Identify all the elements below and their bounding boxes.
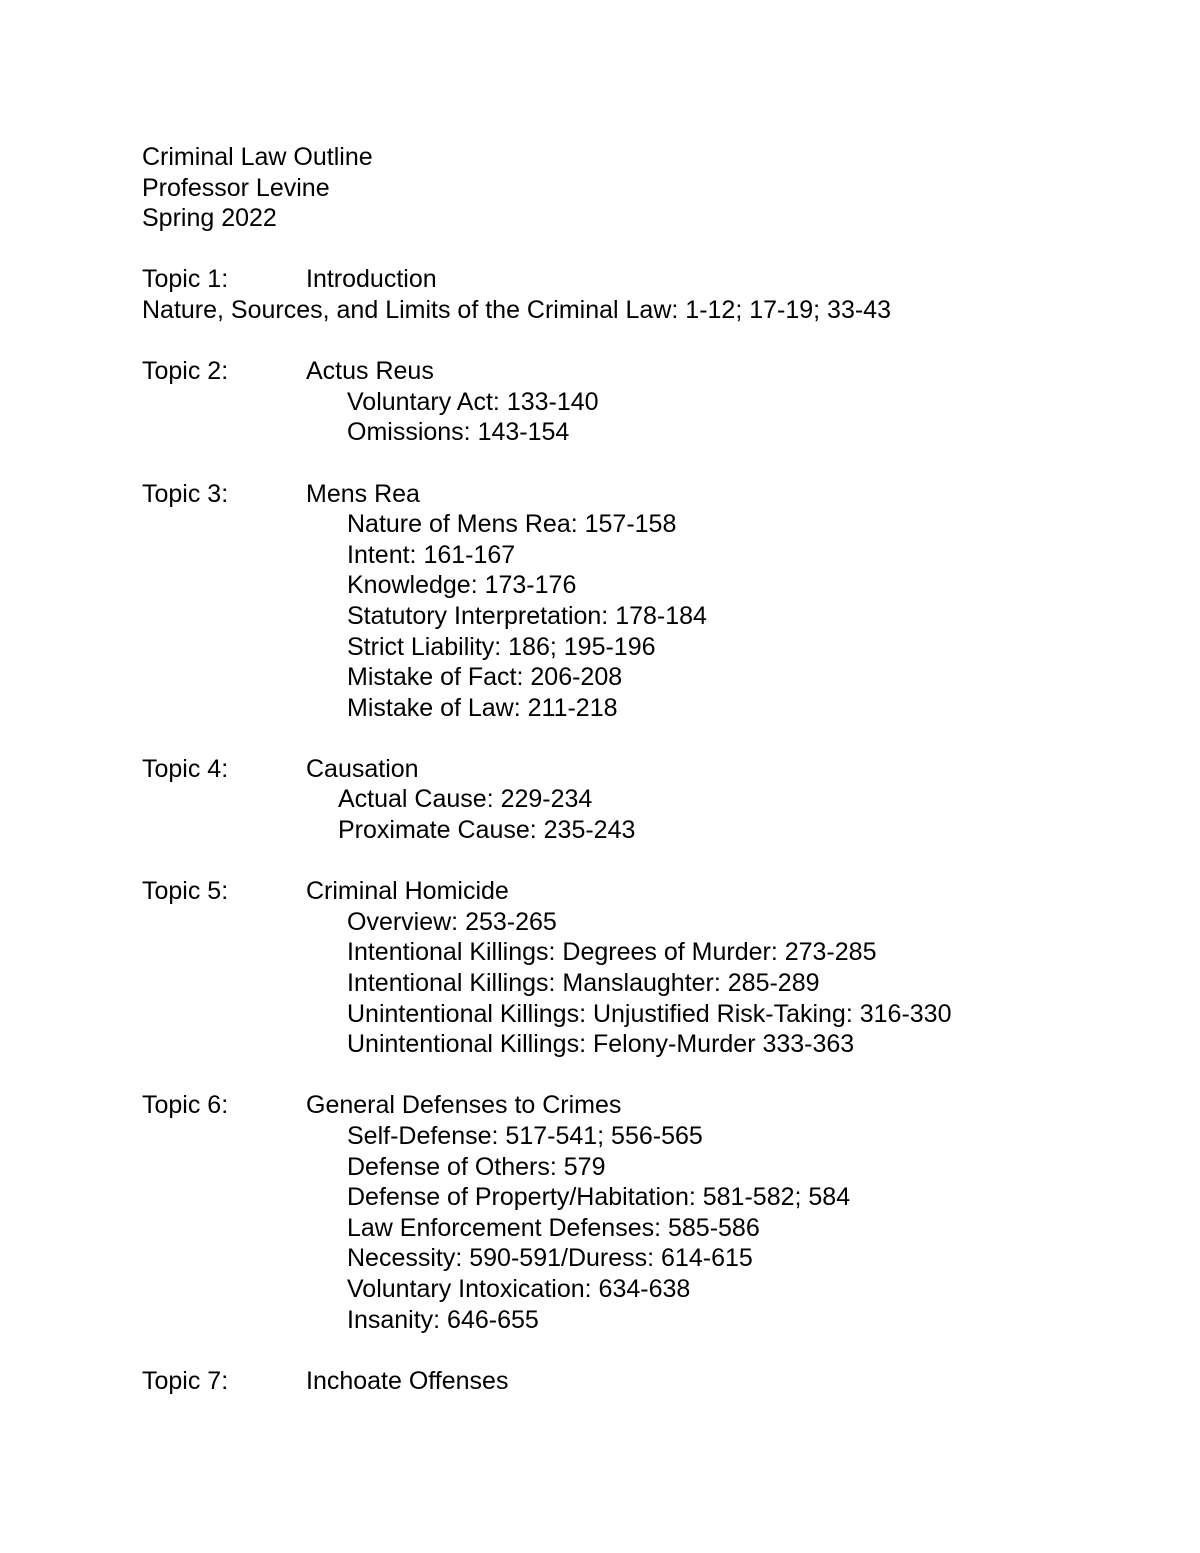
topic-heading <box>142 1366 1142 1397</box>
topic-item: Actual Cause: 229-234 <box>338 785 593 814</box>
topic-heading <box>142 876 1142 907</box>
spacer <box>142 723 1142 754</box>
topic-item: Necessity: 590-591/Duress: 614-615 <box>347 1244 753 1273</box>
topic-item: Insanity: 646-655 <box>347 1305 539 1334</box>
term: Spring 2022 <box>142 204 277 233</box>
topic-item: Voluntary Intoxication: 634-638 <box>347 1274 691 1303</box>
topic-label: Topic 5: <box>142 877 229 906</box>
topic-label: Topic 1: <box>142 265 229 294</box>
spacer <box>142 1335 1142 1366</box>
topic-label: Topic 6: <box>142 1091 229 1120</box>
topic-item: Intentional Killings: Degrees of Murder: 273-285 <box>347 938 877 967</box>
topic-item: Statutory Interpretation: 178-184 <box>347 601 707 630</box>
topic-heading <box>142 356 1142 387</box>
topic-item: Mistake of Fact: 206-208 <box>347 663 623 692</box>
professor-name: Professor Levine <box>142 173 330 202</box>
topic-heading <box>142 1090 1142 1121</box>
topic-item: Mistake of Law: 211-218 <box>347 693 618 722</box>
topic-item: Knowledge: 173-176 <box>347 571 577 600</box>
topic-heading <box>142 754 1142 785</box>
topic-item: Unintentional Killings: Felony-Murder 333-363 <box>347 1030 855 1059</box>
topic-item: Strict Liability: 186; 195-196 <box>347 632 656 661</box>
document-title: Criminal Law Outline <box>142 143 373 171</box>
topic-item: Proximate Cause: 235-243 <box>338 816 636 845</box>
outline-document <box>142 142 1142 1396</box>
topic-item: Intentional Killings: Manslaughter: 285-289 <box>347 969 820 998</box>
spacer <box>142 448 1142 479</box>
topic-item: Law Enforcement Defenses: 585-586 <box>347 1213 760 1242</box>
spacer <box>142 326 1142 357</box>
topic-subline: Nature, Sources, and Limits of the Criminal Law: 1-12; 17-19; 33-43 <box>142 295 891 324</box>
topic-item: Self-Defense: 517-541; 556-565 <box>347 1122 703 1150</box>
topic-title: Mens Rea <box>306 479 420 508</box>
topic-title: Inchoate Offenses <box>306 1366 509 1395</box>
topic-item: Unintentional Killings: Unjustified Risk-Taking: 316-330 <box>347 999 952 1028</box>
topic-heading <box>142 264 1142 295</box>
spacer <box>142 234 1142 265</box>
topic-item: Defense of Property/Habitation: 581-582; 584 <box>347 1183 851 1212</box>
topic-label: Topic 4: <box>142 754 229 783</box>
topic-title: Actus Reus <box>306 357 434 386</box>
topic-item: Defense of Others: 579 <box>347 1152 606 1181</box>
spacer <box>142 1060 1142 1091</box>
topic-item: Overview: 253-265 <box>347 907 557 936</box>
topic-title: Causation <box>306 754 419 783</box>
topic-item: Nature of Mens Rea: 157-158 <box>347 510 677 539</box>
spacer <box>142 846 1142 877</box>
topic-title: Criminal Homicide <box>306 877 509 906</box>
topic-title: Introduction <box>306 265 437 294</box>
topic-item: Voluntary Act: 133-140 <box>347 387 599 416</box>
topic-label: Topic 7: <box>142 1366 229 1395</box>
topic-item: Omissions: 143-154 <box>347 418 570 447</box>
topic-label: Topic 3: <box>142 479 229 508</box>
topic-label: Topic 2: <box>142 357 229 386</box>
topic-heading <box>142 479 1142 510</box>
topic-item: Intent: 161-167 <box>347 540 516 569</box>
topic-title: General Defenses to Crimes <box>306 1091 622 1120</box>
